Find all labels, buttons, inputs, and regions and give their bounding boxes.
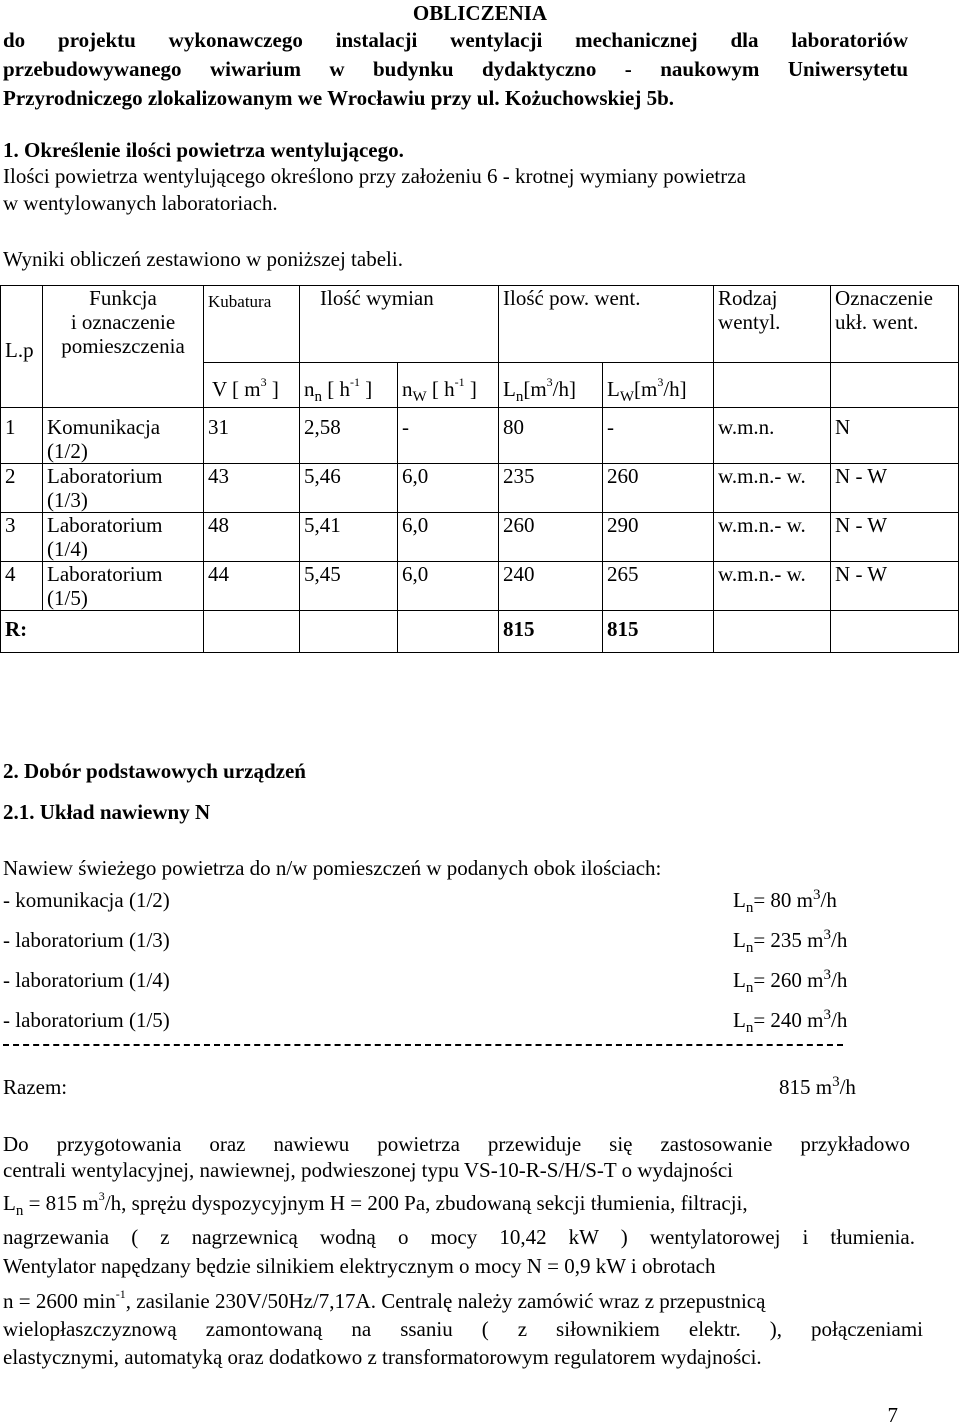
paragraph-line8: elastycznymi, automatyką oraz dodatkowo z transformatorowym regulatorem wydajności. xyxy=(3,1345,762,1369)
supply-item-label: - laboratorium (1/3) xyxy=(3,928,170,952)
section2-heading: 2. Dobór podstawowych urządzeń xyxy=(3,759,306,783)
supply-item-label: - laboratorium (1/4) xyxy=(3,968,170,992)
header-oznaczenie xyxy=(831,286,959,363)
total-label: R: xyxy=(1,610,204,652)
units-rodzaj-cell xyxy=(714,362,831,407)
row1-lp: 1 xyxy=(1,407,43,463)
row2-lp: 2 xyxy=(1,463,43,512)
row2-nw: 6,0 xyxy=(398,463,499,512)
document-subtitle-line2: przebudowywanego wiwarium w budynku dydaktyczno - naukowym Uniwersytetu xyxy=(3,57,908,81)
ventilation-table xyxy=(0,285,959,653)
row4-ozn: N - W xyxy=(831,561,959,610)
unit-ln: $L_n[m^3/h]$ xyxy=(499,362,603,407)
row4-lp: 4 xyxy=(1,561,43,610)
unit-v: V [ $m^3$ ] xyxy=(204,362,300,407)
section1-heading: 1. Określenie ilości powietrza wentylującego. xyxy=(3,138,404,162)
header-funkcja-line1: Funkcja xyxy=(89,286,157,310)
row1-ozn: N xyxy=(831,407,959,463)
table-header-row xyxy=(1,286,959,363)
row3-nn: 5,41 xyxy=(300,512,398,561)
row2-lw: 260 xyxy=(603,463,714,512)
header-oznaczenie-line1: Oznaczenie xyxy=(835,286,933,310)
row1-v: 31 xyxy=(204,407,300,463)
header-ilosc-pow: Ilość pow. went. xyxy=(499,286,714,363)
row4-rodzaj: w.m.n.- w. xyxy=(714,561,831,610)
unit-nw: $n_W$ [ $h^{-1}$ ] xyxy=(398,362,499,407)
document-title: OBLICZENIA xyxy=(412,1,548,25)
results-intro: Wyniki obliczeń zestawiono w poniższej tabeli. xyxy=(3,247,403,271)
row4-ln: 240 xyxy=(499,561,603,610)
row3-function: Laboratorium (1/4) xyxy=(43,512,204,561)
supply-item-value: $L_n= 80$ $m^3/h$ xyxy=(733,887,837,916)
razem-value: 815 $m^3/h$ xyxy=(779,1074,856,1099)
paragraph-line2: centrali wentylacyjnej, nawiewnej, podwieszonej typu VS-10-R-S/H/S-T o wydajności xyxy=(3,1158,733,1182)
section2-intro: Nawiew świeżego powietrza do n/w pomieszczeń w podanych obok ilościach: xyxy=(3,856,662,880)
header-rodzaj-line1: Rodzaj xyxy=(718,286,778,310)
table-row xyxy=(1,512,959,561)
supply-item-value: $L_n= 240$ $m^3/h$ xyxy=(733,1007,848,1036)
unit-lw: $L_W[m^3/h]$ xyxy=(603,362,714,407)
row1-rodzaj: w.m.n. xyxy=(714,407,831,463)
total-nw xyxy=(398,610,499,652)
paragraph-line7: wielopłaszczyznową zamontowaną na ssaniu ( z siłownikiem elektr. ), połączeniami xyxy=(3,1317,923,1341)
paragraph-line3: $L_n = 815$ $m^3/h$, sprężu dyspozycyjnym H = 200 Pa, zbudowaną sekcji tłumienia, filtracji, xyxy=(3,1189,748,1219)
units-funkcja-cell xyxy=(43,362,204,407)
header-kubatura: Kubatura xyxy=(204,286,300,363)
row2-ln: 235 xyxy=(499,463,603,512)
header-oznaczenie-line2: ukł. went. xyxy=(835,310,919,334)
row2-v: 43 xyxy=(204,463,300,512)
total-nn xyxy=(300,610,398,652)
header-funkcja xyxy=(43,286,204,363)
row1-nn: 2,58 xyxy=(300,407,398,463)
row3-ozn: N - W xyxy=(831,512,959,561)
row4-nn: 5,45 xyxy=(300,561,398,610)
paragraph-line6: n = 2600 $\min^{-1}$, zasilanie 230V/50Hz/7,17A. Centralę należy zamówić wraz z przepustnicą xyxy=(3,1287,766,1313)
row3-v: 48 xyxy=(204,512,300,561)
section2-subheading: 2.1. Układ nawiewny N xyxy=(3,800,211,824)
supply-item-value: $L_n= 235$ $m^3/h$ xyxy=(733,927,848,956)
table-row xyxy=(1,407,959,463)
total-ln: 815 xyxy=(499,610,603,652)
row1-ln: 80 xyxy=(499,407,603,463)
supply-item-label: - laboratorium (1/5) xyxy=(3,1008,170,1032)
header-rodzaj-line2: wentyl. xyxy=(718,310,781,334)
row3-lp: 3 xyxy=(1,512,43,561)
row4-nw: 6,0 xyxy=(398,561,499,610)
total-rodzaj xyxy=(714,610,831,652)
page-number: 7 xyxy=(887,1403,898,1427)
header-rodzaj xyxy=(714,286,831,363)
header-funkcja-line3: pomieszczenia xyxy=(61,334,185,358)
document-subtitle-line3: Przyrodniczego zlokalizowanym we Wrocławiu przy ul. Kożuchowskiej 5b. xyxy=(3,86,674,110)
paragraph-line4: nagrzewania ( z nagrzewnicą wodną o mocy 10,42 kW ) wentylatorowej i tłumienia. xyxy=(3,1225,915,1249)
header-ilosc-wymian: Ilość wymian xyxy=(300,286,499,363)
table-units-row xyxy=(1,362,959,407)
total-v xyxy=(204,610,300,652)
row2-nn: 5,46 xyxy=(300,463,398,512)
document-subtitle-line1: do projektu wykonawczego instalacji wentylacji mechanicznej dla laboratoriów xyxy=(3,28,908,52)
header-funkcja-line2: i oznaczenie xyxy=(70,310,176,334)
row1-function: Komunikacja (1/2) xyxy=(43,407,204,463)
row3-rodzaj: w.m.n.- w. xyxy=(714,512,831,561)
row2-ozn: N - W xyxy=(831,463,959,512)
paragraph-line1: Do przygotowania oraz nawiewu powietrza przewiduje się zastosowanie przykładowo xyxy=(3,1132,910,1156)
row3-nw: 6,0 xyxy=(398,512,499,561)
row4-function: Laboratorium (1/5) xyxy=(43,561,204,610)
supply-item-value: $L_n= 260$ $m^3/h$ xyxy=(733,967,848,996)
table-row xyxy=(1,561,959,610)
table-row xyxy=(1,463,959,512)
razem-label: Razem: xyxy=(3,1075,68,1099)
section1-text-line2: w wentylowanych laboratoriach. xyxy=(3,191,278,215)
row1-nw: - xyxy=(398,407,499,463)
row4-v: 44 xyxy=(204,561,300,610)
dashed-separator xyxy=(3,1044,843,1046)
units-oznaczenie-cell xyxy=(831,362,959,407)
row1-lw: - xyxy=(603,407,714,463)
unit-nn: $n_n$ [ $h^{-1}$ ] xyxy=(300,362,398,407)
row4-lw: 265 xyxy=(603,561,714,610)
units-lp-cell xyxy=(1,362,43,407)
row3-ln: 260 xyxy=(499,512,603,561)
row2-rodzaj: w.m.n.- w. xyxy=(714,463,831,512)
supply-item-label: - komunikacja (1/2) xyxy=(3,888,170,912)
paragraph-line5: Wentylator napędzany będzie silnikiem elektrycznym o mocy N = 0,9 kW i obrotach xyxy=(3,1254,716,1278)
total-lw: 815 xyxy=(603,610,714,652)
row2-function: Laboratorium (1/3) xyxy=(43,463,204,512)
total-ozn xyxy=(831,610,959,652)
row3-lw: 290 xyxy=(603,512,714,561)
section1-text-line1: Ilości powietrza wentylującego określono przy założeniu 6 - krotnej wymiany powietrza xyxy=(3,164,746,188)
header-lp: L.p xyxy=(1,286,43,363)
table-total-row xyxy=(1,610,959,652)
